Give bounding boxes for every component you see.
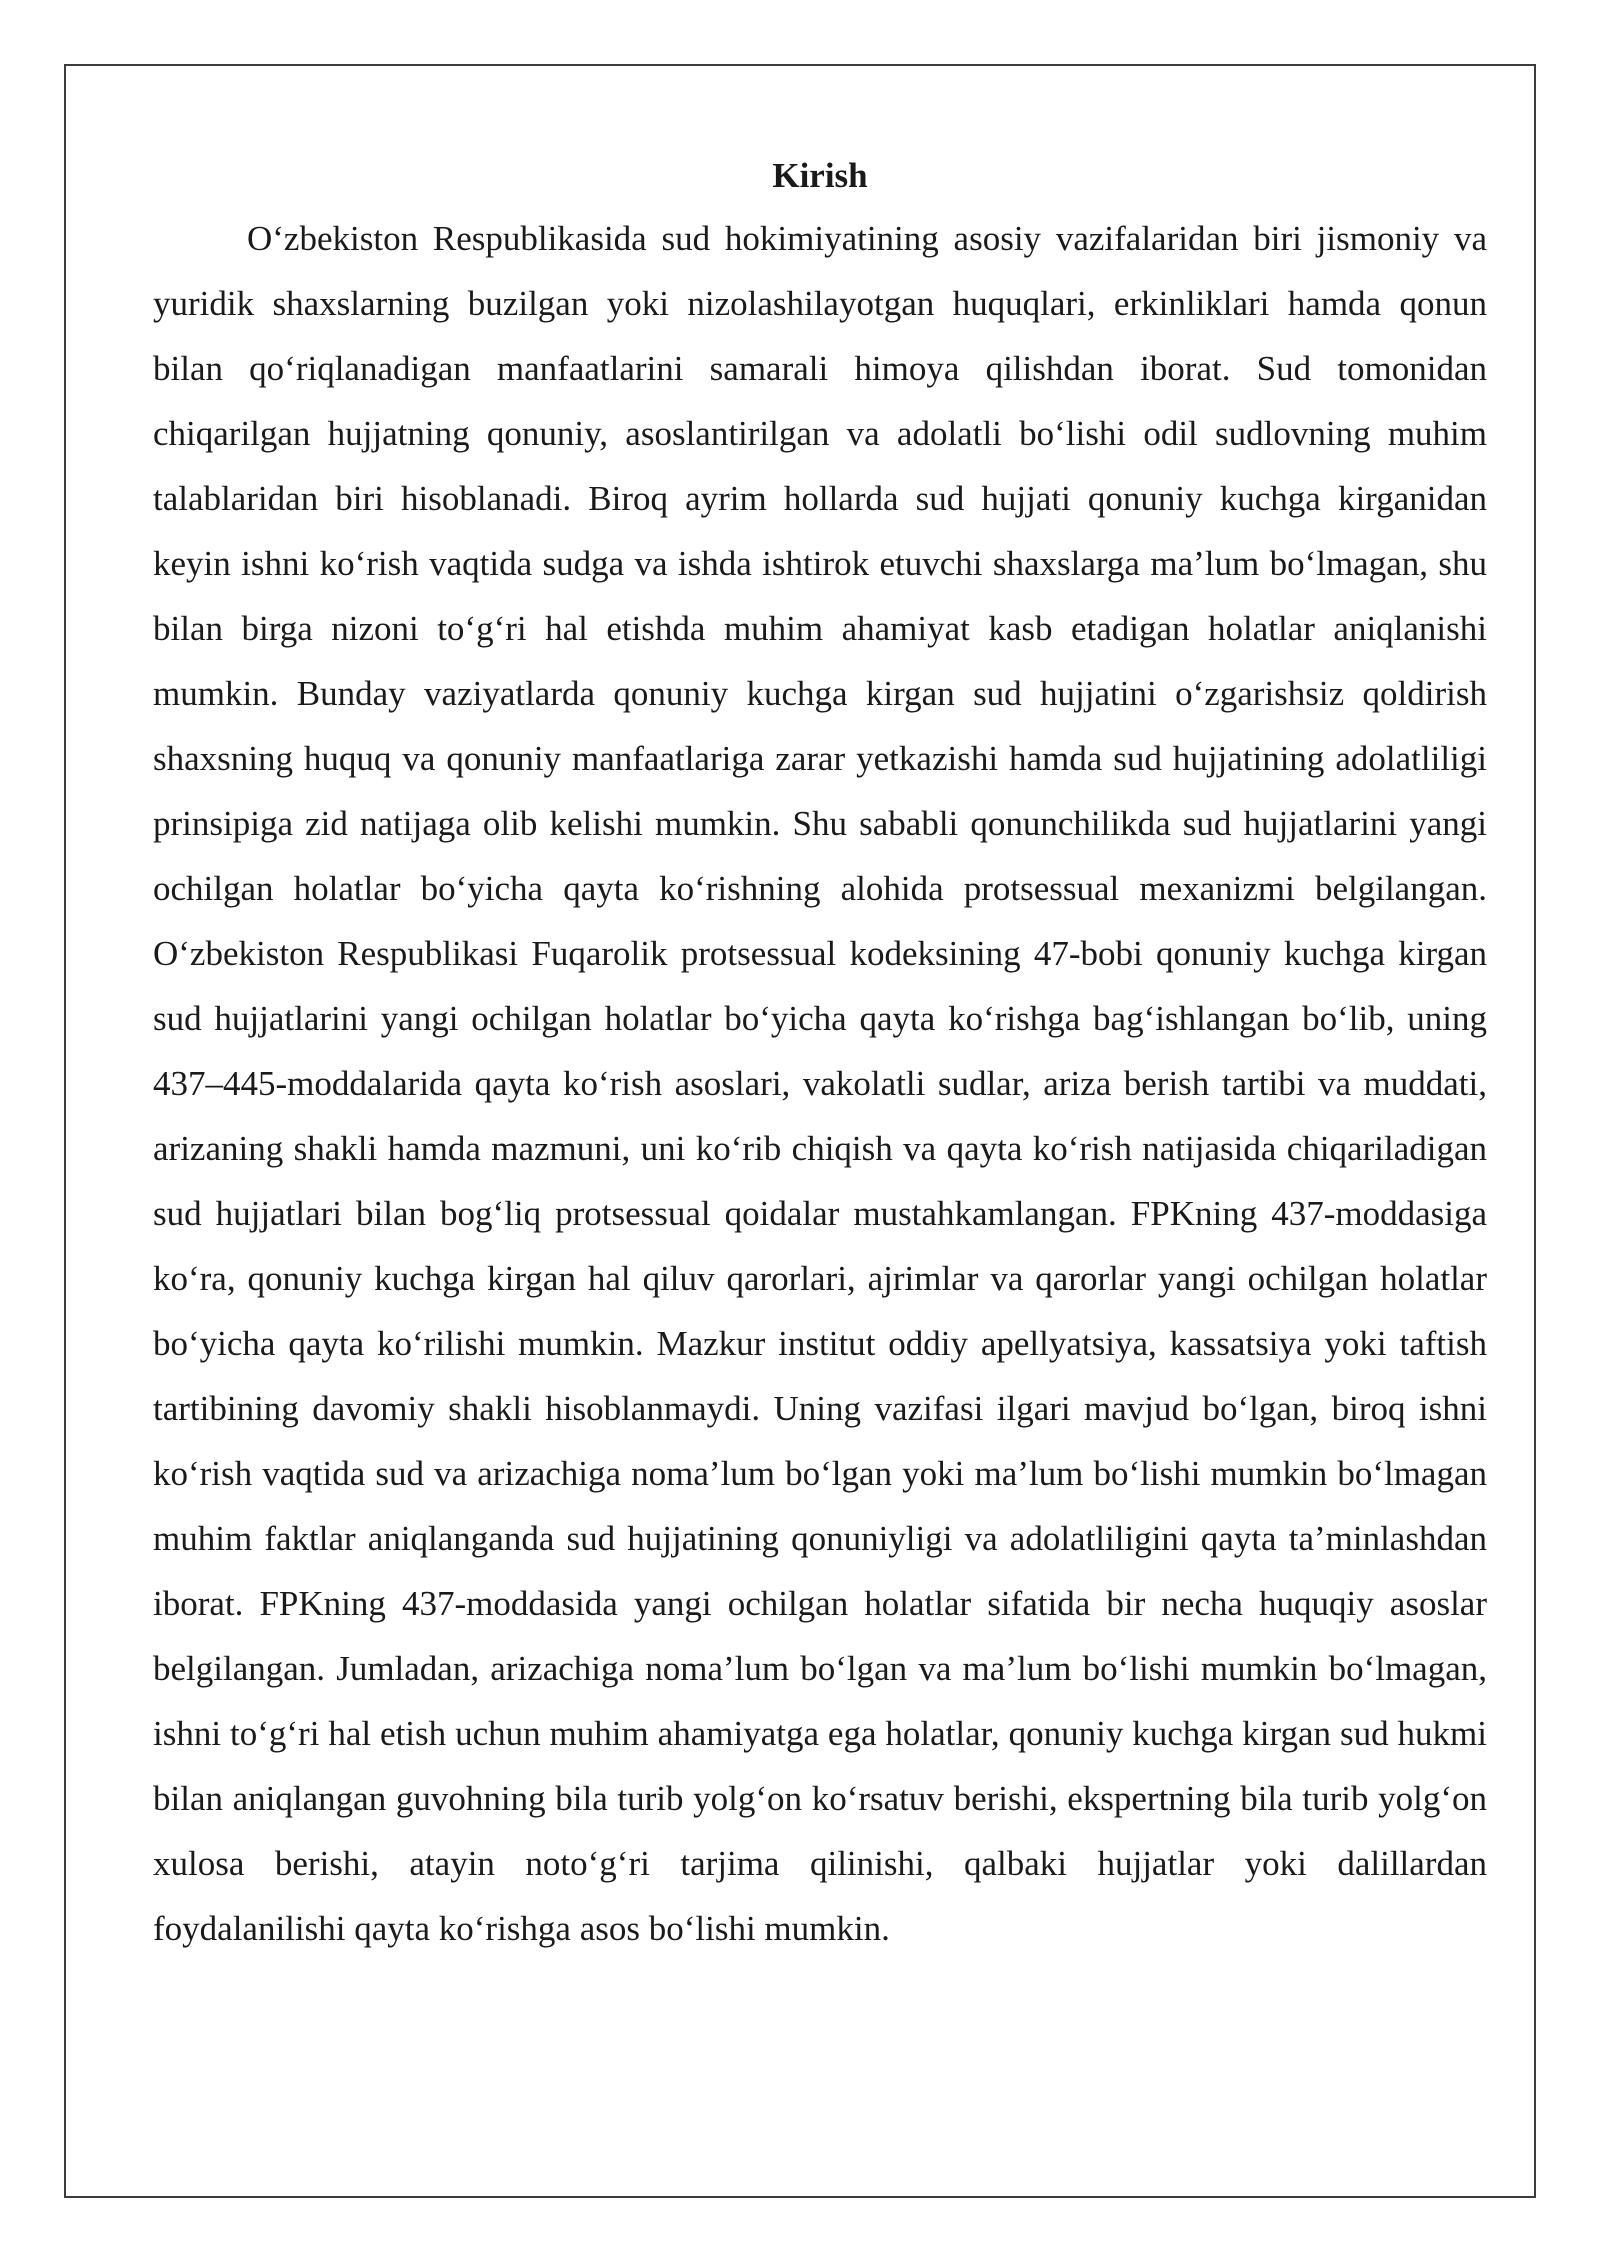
body-paragraph: O‘zbekiston Respublikasida sud hokimiyatining asosiy vazifalaridan biri jismoniy va yuridik shaxslarning buzilgan yoki nizolashilayotgan huquqlari, erkinliklari hamda qonun bilan qo‘riqlanadigan manfaatlarini samarali himoya qilishdan iborat. Sud tomonidan chiqarilgan hujjatning qonuniy, asoslantirilgan va adolatli bo‘lishi odil sudlovning muhim talablaridan biri hisoblanadi. Biroq ayrim hollarda sud hujjati qonuniy kuchga kirganidan keyin ishni ko‘rish vaqtida sudga va ishda ishtirok etuvchi shaxslarga ma’lum bo‘lmagan, shu bilan birga nizoni to‘g‘ri hal etishda muhim ahamiyat kasb etadigan holatlar aniqlanishi mumkin. Bunday vaziyatlarda qonuniy kuchga kirgan sud hujjatini o‘zgarishsiz qoldirish shaxsning huquq va qonuniy manfaatlariga zarar yetkazishi hamda sud hujjatining adolatliligi prinsipiga zid natijaga olib kelishi mumkin. Shu sababli qonunchilikda sud hujjatlarini yangi ochilgan holatlar bo‘yicha qayta ko‘rishning alohida protsessual mexanizmi belgilangan. O‘zbekiston Respublikasi Fuqarolik protsessual kodeksining 47-bobi qonuniy kuchga kirgan sud hujjatlarini yangi ochilgan holatlar bo‘yicha qayta ko‘rishga bag‘ishlangan bo‘lib, uning 437–445-moddalarida qayta ko‘rish asoslari, vakolatli sudlar, ariza berish tartibi va muddati, arizaning shakli hamda mazmuni, uni ko‘rib chiqish va qayta ko‘rish natijasida chiqariladigan sud hujjatlari bilan bog‘liq protsessual qoidalar mustahkamlangan. FPKning 437-moddasiga ko‘ra, qonuniy kuchga kirgan hal qiluv qarorlari, ajrimlar va qarorlar yangi ochilgan holatlar bo‘yicha qayta ko‘rilishi mumkin. Mazkur institut oddiy apellyatsiya, kassatsiya yoki taftish tartibining davomiy shakli hisoblanmaydi. Uning vazifasi ilgari mavjud bo‘lgan, biroq ishni ko‘rish vaqtida sud va arizachiga noma’lum bo‘lgan yoki ma’lum bo‘lishi mumkin bo‘lmagan muhim faktlar aniqlanganda sud hujjatining qonuniyligi va adolatliligini qayta ta’minlashdan iborat. FPKning 437-moddasida yangi ochilgan holatlar sifatida bir necha huquqiy asoslar belgilangan. Jumladan, arizachiga noma’lum bo‘lgan va ma’lum bo‘lishi mumkin bo‘lmagan, ishni to‘g‘ri hal etish uchun muhim ahamiyatga ega holatlar, qonuniy kuchga kirgan sud hukmi bilan aniqlangan guvohning bila turib yolg‘on ko‘rsatuv berishi, ekspertning bila turib yolg‘on xulosa berishi, atayin noto‘g‘ri tarjima qilinishi, qalbaki hujjatlar yoki dalillardan foydalanilishi qayta ko‘rishga asos bo‘lishi mumkin. — [153, 219, 1487, 1948]
section-title: Kirish — [772, 156, 868, 195]
document-body — [153, 146, 1487, 1961]
